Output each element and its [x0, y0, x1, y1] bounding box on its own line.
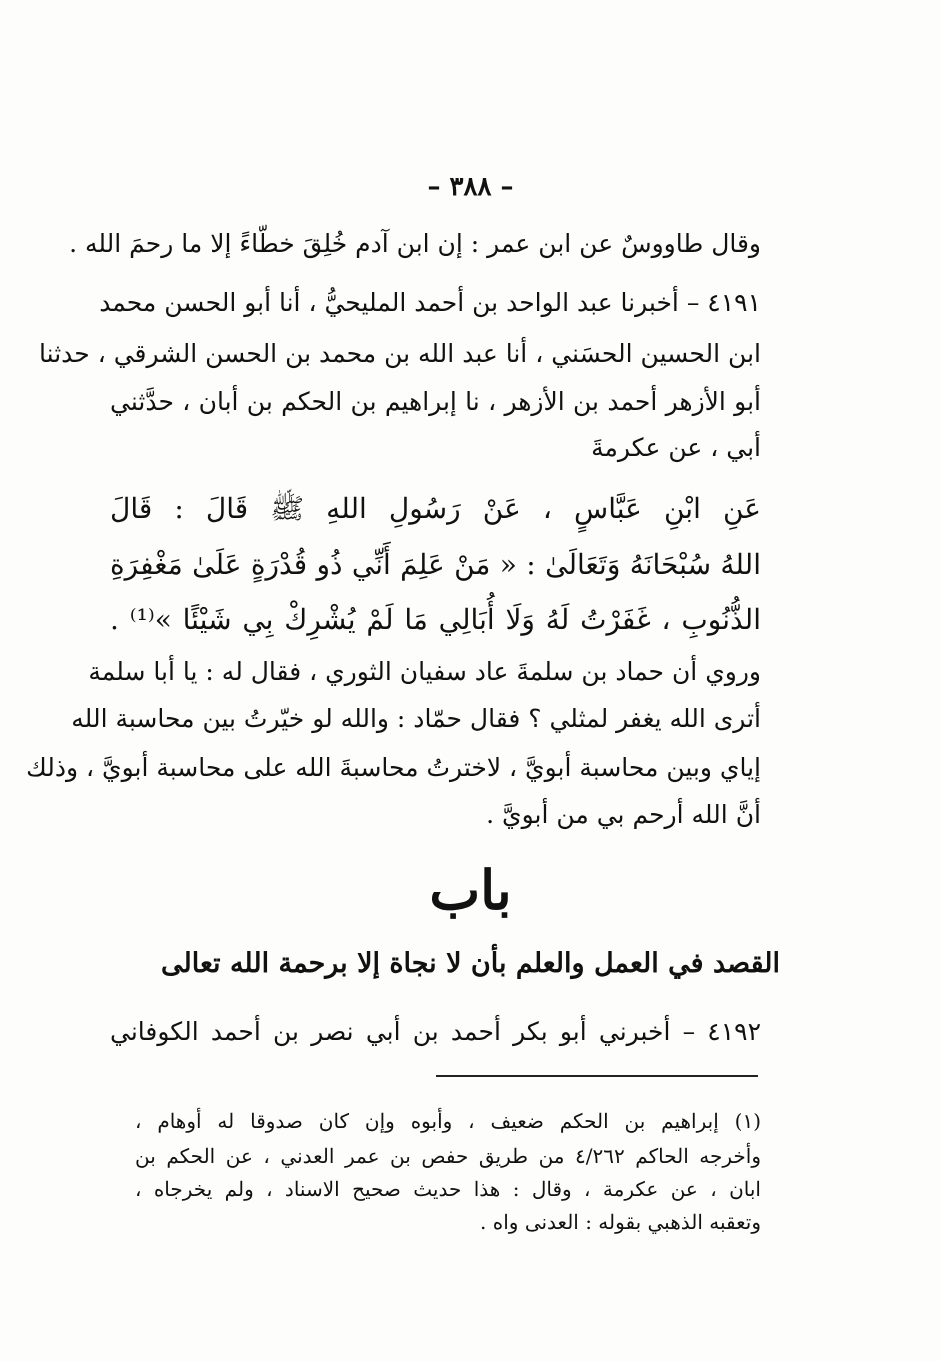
story-line-2: أترى الله يغفر لمثلي ؟ فقال حمّاد : والله لو خيّرتُ بين محاسبة الله [71, 704, 761, 733]
story-line-1: وروي أن حماد بن سلمةَ عاد سفيان الثوري ، فقال له : يا أبا سلمة [88, 657, 761, 686]
hadith-4192-line: ٤١٩٢ – أخبرني أبو بكر أحمد بن أبي نصر بن أحمد الكوفاني [110, 1017, 761, 1046]
footnote-line-1: (١) إبراهيم بن الحكم ضعيف ، وأبوه وإن كان صدوقا له أوهام ، [135, 1109, 761, 1133]
story-line-4: أنَّ الله أرحم بي من أبويَّ . [486, 800, 761, 829]
text-line-tawus: وقال طاووسٌ عن ابن عمر : إن ابن آدم خُلِقَ خطّاءً إلا ما رحمَ الله . [69, 229, 761, 258]
chapter-title: باب [429, 858, 512, 922]
hadith-4191-line-3: أبو الأزهر أحمد بن الأزهر ، نا إبراهيم بن الحكم بن أبان ، حدَّثني [110, 387, 761, 416]
footnote-line-2: وأخرجه الحاكم ٤/٢٦٢ من طريق حفص بن عمر العدني ، عن الحكم بن [135, 1144, 761, 1168]
footnote-line-3: ابان ، عن عكرمة ، وقال : هذا حديث صحيح الاسناد ، ولم يخرجاه ، [135, 1177, 761, 1201]
chapter-subtitle: القصد في العمل والعلم بأن لا نجاة إلا برحمة الله تعالى [161, 948, 780, 979]
hadith-4191-line-4: أبي ، عن عكرمةَ [591, 433, 761, 462]
story-line-3: إياي وبين محاسبة أبويَّ ، لاخترتُ محاسبةَ الله على محاسبة أبويَّ ، وذلك [26, 753, 761, 782]
hadith-matn-line-1: عَنِ ابْنِ عَبَّاسٍ ، عَنْ رَسُولِ اللهِ ﷺ قَالَ : قَالَ [110, 492, 761, 525]
hadith-matn-line-3: الذُّنُوبِ ، غَفَرْتُ لَهُ وَلَا أُبَالِي مَا لَمْ يُشْرِكْ بِي شَيْئًا »⁽¹⁾ . [110, 603, 761, 636]
hadith-4191-line-1: ٤١٩١ – أخبرنا عبد الواحد بن أحمد المليحيُّ ، أنا أبو الحسن محمد [99, 288, 761, 317]
page-number: – ٣٨٨ – [427, 172, 514, 202]
footnote-line-4: وتعقبه الذهبي بقوله : العدنى واه . [480, 1210, 761, 1234]
hadith-matn-line-2: اللهُ سُبْحَانَهُ وَتَعَالَىٰ : « مَنْ عَلِمَ أَنِّي ذُو قُدْرَةٍ عَلَىٰ مَغْفِرَةِ [110, 548, 761, 581]
hadith-4191-line-2: ابن الحسين الحسَني ، أنا عبد الله بن محمد بن الحسن الشرقي ، حدثنا [39, 339, 761, 368]
footnote-separator [436, 1075, 758, 1077]
